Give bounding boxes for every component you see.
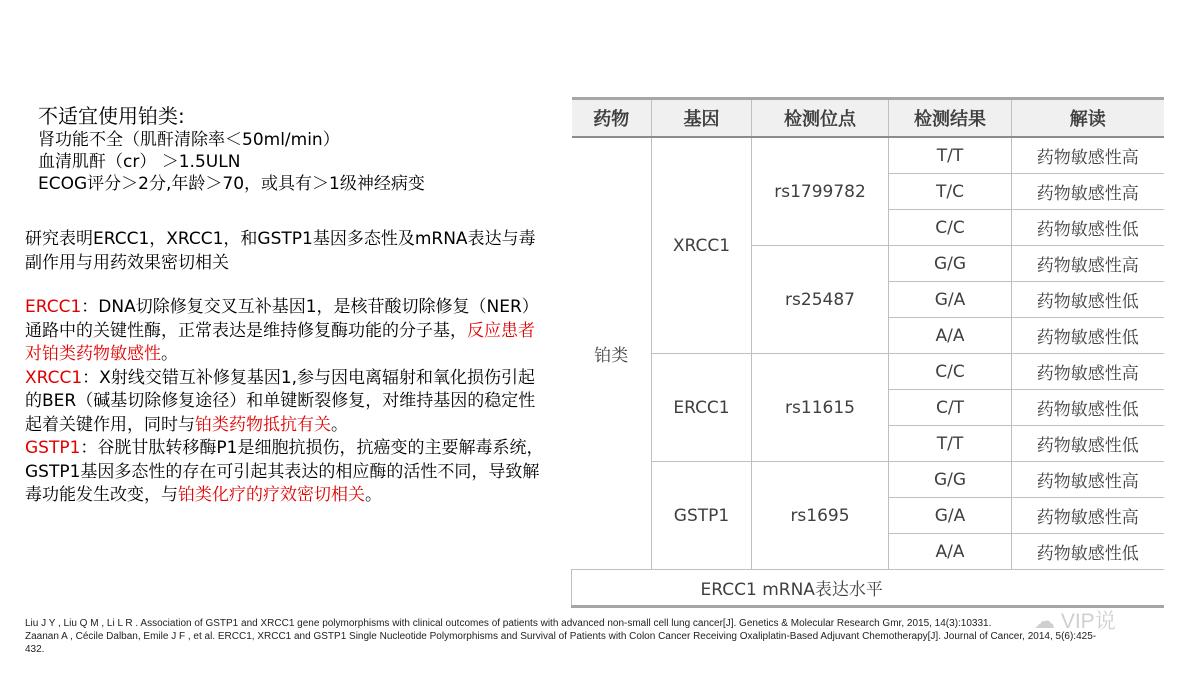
genotype-cell: G/A xyxy=(889,282,1012,318)
genotype-cell: A/A xyxy=(889,318,1012,354)
interpretation-cell: 药物敏感性高 xyxy=(1012,137,1164,174)
contraindication-line: 肾功能不全（肌酐清除率＜50ml/min） xyxy=(38,130,340,150)
genotype-table xyxy=(571,97,1164,608)
genotype-cell: C/C xyxy=(889,210,1012,246)
gstp1-tail: 。 xyxy=(365,485,382,505)
genotype-cell: T/T xyxy=(889,426,1012,462)
xrcc1-description xyxy=(25,367,545,438)
wechat-icon: ☁ xyxy=(1034,610,1055,633)
contraindication-line: ECOG评分＞2分,年龄＞70，或具有＞1级神经病变 xyxy=(38,174,425,194)
interpretation-cell: 药物敏感性高 xyxy=(1012,354,1164,390)
genotype-cell: T/T xyxy=(889,137,1012,174)
ercc1-description xyxy=(25,296,545,367)
xrcc1-tail: 。 xyxy=(331,414,348,435)
contraindication-line: 血清肌酐（cr） ＞1.5ULN xyxy=(38,152,241,172)
xrcc1-text: ：X射线交错互补修复基因1,参与因电离辐射和氧化损伤引起的BER（碱基切除修复途径）和单键断裂修复，对维持基因的稳定性起着关键作用，同时与 xyxy=(25,367,536,435)
interpretation-cell: 药物敏感性低 xyxy=(1012,210,1164,246)
table-row xyxy=(572,570,1164,607)
interpretation-cell: 药物敏感性高 xyxy=(1012,462,1164,498)
genotype-cell: G/G xyxy=(889,246,1012,282)
references xyxy=(25,617,1105,656)
site-cell: rs11615 xyxy=(752,354,889,462)
interpretation-cell: 药物敏感性低 xyxy=(1012,282,1164,318)
gene-cell: ERCC1 xyxy=(652,354,752,462)
gene-cell: GSTP1 xyxy=(652,462,752,570)
xrcc1-label: XRCC1 xyxy=(25,367,83,388)
genotype-cell: G/G xyxy=(889,462,1012,498)
watermark xyxy=(1034,605,1116,635)
interpretation-cell: 药物敏感性低 xyxy=(1012,318,1164,354)
interpretation-cell: 药物敏感性低 xyxy=(1012,534,1164,570)
gene-descriptions xyxy=(25,296,545,508)
site-cell: rs25487 xyxy=(752,246,889,354)
header-gene: 基因 xyxy=(652,99,752,138)
interpretation-cell: 药物敏感性高 xyxy=(1012,246,1164,282)
intro-paragraph: 研究表明ERCC1，XRCC1，和GSTP1基因多态性及mRNA表达与毒副作用与用药效果密切相关 xyxy=(25,229,536,273)
header-drug: 药物 xyxy=(572,99,652,138)
interpretation-cell: 药物敏感性高 xyxy=(1012,174,1164,210)
gene-cell: XRCC1 xyxy=(652,137,752,354)
reference-item: Zaanan A , Cécile Dalban, Emile J F , et al. ERCC1, XRCC1 and GSTP1 Single Nucleotide Polymorphisms and Survival of Patients with Colon Cancer Receiving Oxaliplatin-Based Adjuvant Chemotherapy[J]. Journal of Cancer, 2014, 5(6):425-432. xyxy=(25,631,1097,655)
genotype-cell: G/A xyxy=(889,498,1012,534)
gstp1-label: GSTP1 xyxy=(25,438,81,458)
watermark-text: VIP说 xyxy=(1060,610,1116,633)
header-result: 检测结果 xyxy=(889,99,1012,138)
header-interpretation: 解读 xyxy=(1012,99,1164,138)
site-cell: rs1799782 xyxy=(752,137,889,246)
ercc1-tail: 。 xyxy=(161,344,178,364)
gstp1-description xyxy=(25,437,545,508)
genotype-cell: C/T xyxy=(889,390,1012,426)
table-row xyxy=(572,462,1164,498)
genotype-cell: T/C xyxy=(889,174,1012,210)
drug-cell: 铂类 xyxy=(572,137,652,570)
table-header-row xyxy=(572,99,1164,138)
reference-item: Liu J Y , Liu Q M , Li L R . Association of GSTP1 and XRCC1 gene polymorphisms with clinical outcomes of patients with advanced non-small cell lung cancer[J]. Genetics & Molecular Research Gmr, 2015, 14(3):10331. xyxy=(25,618,992,629)
ercc1-text: ：DNA切除修复交叉互补基因1，是核苷酸切除修复（NER）通路中的关键性酶，正常表达是维持修复酶功能的分子基， xyxy=(25,297,539,341)
header-site: 检测位点 xyxy=(752,99,889,138)
mrna-row-cell: ERCC1 mRNA表达水平 xyxy=(572,570,1012,607)
xrcc1-highlight: 铂类药物抵抗有关 xyxy=(195,414,331,435)
interpretation-cell: 药物敏感性高 xyxy=(1012,498,1164,534)
contraindications-heading: 不适宜使用铂类: xyxy=(38,104,185,128)
interpretation-cell: 药物敏感性低 xyxy=(1012,390,1164,426)
gstp1-highlight: 铂类化疗的疗效密切相关 xyxy=(178,485,365,505)
genotype-cell: C/C xyxy=(889,354,1012,390)
ercc1-highlight: 反应患者对铂类药物敏感性 xyxy=(25,320,535,364)
site-cell: rs1695 xyxy=(752,462,889,570)
table-row xyxy=(572,354,1164,390)
gstp1-text: ：谷胱甘肽转移酶P1是细胞抗损伤，抗癌变的主要解毒系统，GSTP1基因多态性的存在可引起其表达的相应酶的活性不同，导致解毒功能发生改变，与 xyxy=(25,438,544,505)
contraindications-block xyxy=(38,103,558,195)
interpretation-cell: 药物敏感性低 xyxy=(1012,426,1164,462)
ercc1-label: ERCC1 xyxy=(25,297,82,317)
genotype-cell: A/A xyxy=(889,534,1012,570)
table-row xyxy=(572,137,1164,174)
